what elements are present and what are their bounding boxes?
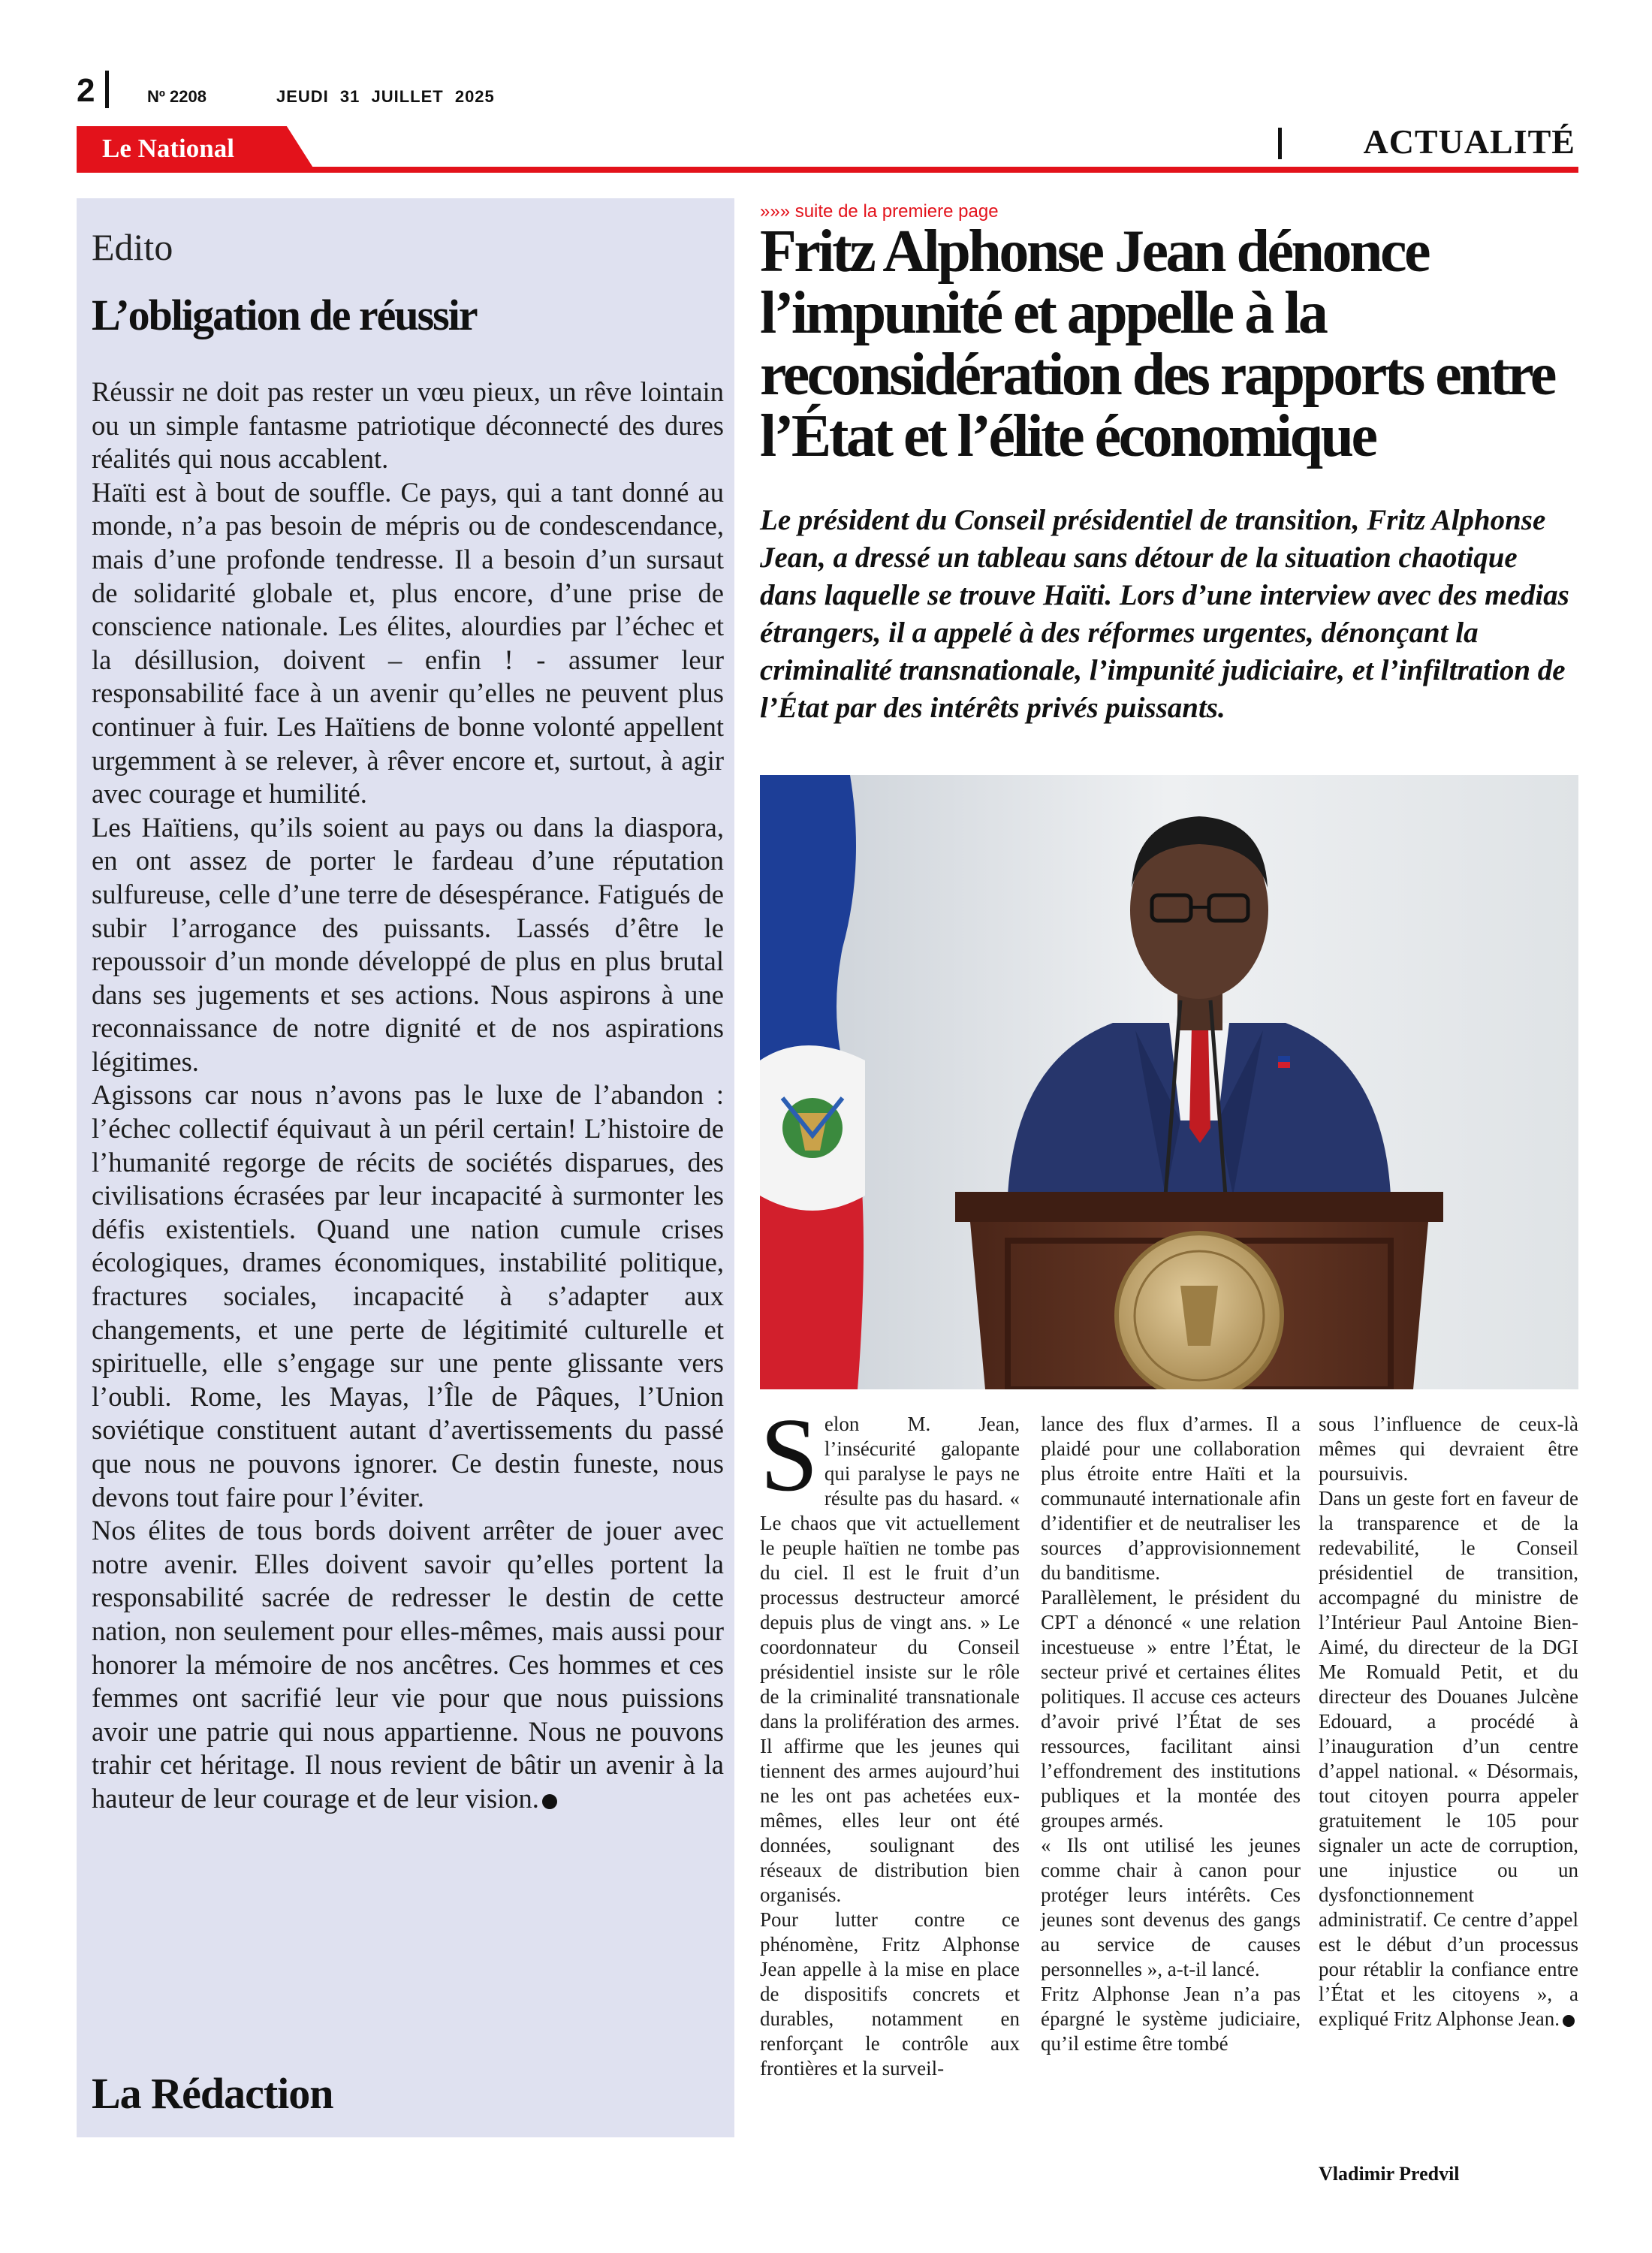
edito-paragraph: Agissons car nous n’avons pas le luxe de l’abandon : l’échec collectif équivaut à un péril certain! L’histoire de l’humanité regorge de récits de sociétés disparues, des civilisations écrasées par leur incapacité à surmonter les défis existentiels. Quand une nation cumule crises écologiques, drames économiques, instabilité politique, fractures sociales, incapacité à s’adapter aux changements, et une perte de légitimité culturelle et spirituelle, elle s’engage sur une pente glissante vers l’oubli. Rome, les Mayas, l’Île de Pâques, l’Union soviétique constituent autant d’avertissements du passé que nous ne pouvons ignorer. Ce destin funeste, nous devons tout faire pour l’éviter. — [92, 1079, 724, 1513]
edito-box — [77, 198, 734, 2137]
edito-title: L’obligation de réussir — [92, 291, 477, 339]
section-divider — [1278, 128, 1282, 159]
article-paragraph: Pour lutter contre ce phénomène, Fritz Alphonse Jean appelle à la mise en place de dispositifs concrets et durables, notamment en renforçant le contrôle aux frontières et la surveil- — [760, 1908, 1020, 2080]
article-paragraph: lance des flux d’armes. Il a plaidé pour une collaboration plus étroite entre Haïti et la communauté internationale afin d’identifier et de neutraliser les sources d’approvisionnement du banditisme. — [1041, 1413, 1301, 1584]
end-mark-icon — [1563, 2015, 1575, 2027]
issue-number: Nº 2208 — [147, 87, 206, 106]
header-divider — [105, 71, 109, 108]
continued-label: »»» suite de la premiere page — [760, 201, 999, 222]
header-rule — [77, 167, 1578, 173]
end-mark-icon — [542, 1794, 557, 1809]
article-lead: Le président du Conseil présidentiel de transition, Fritz Alphonse Jean, a dressé un tableau sans détour de la situation chaotique dans laquelle se trouve Haïti. Lors d’une interview avec des medias étrangers, il a appelé à des réformes urgentes, dénonçant la criminalité transnationale, l’impunité judiciaire, et l’infiltration de l’État par des intérêts privés puissants. — [760, 504, 1569, 724]
dropcap: S — [760, 1397, 818, 1513]
page-number: 2 — [77, 72, 95, 109]
article-paragraph — [1319, 1486, 1578, 2031]
edito-paragraph: Les Haïtiens, qu’ils soient au pays ou dans la diaspora, en ont assez de porter le fardeau d’une réputation sulfureuse, celle d’une terre de désespérance. Fatigués de subir l’arrogance des puissants. Lassés d’être le repoussoir d’un monde développé de plus en plus brutal dans ses jugements et ses actions. Nous aspirons à une reconnaissance de notre dignité et de nos aspirations légitimes. — [92, 811, 724, 1077]
article-photo — [760, 775, 1578, 1389]
article-headline: Fritz Alphonse Jean dénonce l’impunité et appelle à la reconsidération des rapports entre l’État et l’élite économique — [760, 219, 1554, 469]
article-paragraph: Fritz Alphonse Jean n’a pas épargné le système judiciaire, qu’il estime être tombé — [1041, 1983, 1301, 2055]
section-name: ACTUALITÉ — [1363, 122, 1575, 161]
article-paragraph: Parallèlement, le président du CPT a dénoncé « une relation incestueuse » entre l’État, le secteur privé et certaines élites politiques. Il accuse ces acteurs d’avoir privé l’État de ses ressources, facilitant ainsi l’effondrement des institutions publiques et la montée des groupes armés. — [1041, 1586, 1301, 1832]
edito-paragraph: Réussir ne doit pas rester un vœu pieux, un rêve lointain ou un simple fantasme patriotique déconnecté des dures réalités qui nous accablent. — [92, 376, 724, 475]
article-paragraph-text: Dans un geste fort en faveur de la transparence et de la redevabilité, le Conseil présidentiel de transition, accompagné du ministre de l’Intérieur Paul Antoine Bien-Aimé, du directeur de la DGI Me Romuald Petit, et du directeur des Douanes Julcène Edouard, a procédé à l’inauguration d’un centre d’appel national. « Désormais, tout citoyen pourra appeler gratuitement le 105 pour signaler un acte de corruption, une injustice ou un dysfonctionnement administratif. Ce centre d’appel est le début d’un processus pour rétablir la confiance entre l’État et les citoyens », a expliqué Fritz Alphonse Jean. — [1319, 1487, 1578, 2030]
article-paragraph: sous l’influence de ceux-là mêmes qui devraient être poursuivis. — [1319, 1413, 1578, 1485]
edito-kicker: Edito — [92, 226, 173, 268]
issue-date: JEUDI 31 JUILLET 2025 — [276, 87, 495, 106]
podium-photo-illustration — [760, 775, 1578, 1389]
article-paragraph — [760, 1397, 1020, 1908]
article-paragraph-text: elon M. Jean, l’insécurité galopante qui paralyse le pays ne résulte pas du hasard. « Le chaos que vit actuellement le peuple haïtien ne tombe pas du ciel. Il est le fruit d’un processus destructeur amorcé depuis plus de vingt ans. » Le coordonnateur du Conseil présidentiel insiste sur le rôle de la criminalité transnationale dans la prolifération des armes. Il affirme que les jeunes qui tiennent des armes aujourd’hui ne les ont pas achetées eux-mêmes, elles leur ont été données, soulignant des réseaux de distribution bien organisés. — [760, 1413, 1020, 1906]
article-column-2 — [1041, 1412, 1301, 2056]
brand-logo: Le National — [102, 134, 234, 163]
article-column-1 — [760, 1397, 1020, 2081]
article-column-3 — [1319, 1412, 1578, 2031]
article-author: Vladimir Predvil — [1319, 2163, 1460, 2185]
edito-paragraph-text: Nos élites de tous bords doivent arrêter de jouer avec notre avenir. Elles doivent savoir qu’elles portent la responsabilité sacrée de redresser le destin de cette nation, non seulement pour elles-mêmes, mais aussi pour honorer la mémoire de nos ancêtres. Ces hommes et ces femmes ont sacrifié leur vie pour que nous puissions avoir une patrie qui nous appartienne. Nous ne pouvons trahir cet héritage. Il nous revient de bâtir un avenir à la hauteur de leur courage et de leur vision. — [92, 1515, 724, 1814]
edito-paragraph — [92, 1514, 724, 1815]
edito-signature: La Rédaction — [92, 2069, 333, 2118]
edito-paragraph: Haïti est à bout de souffle. Ce pays, qui a tant donné au monde, n’a pas besoin de mépris ou de condescendance, mais d’une profonde tendresse. Il a besoin d’un sursaut de solidarité globale et, plus encore, d’une prise de conscience nationale. Les élites, alourdies par l’échec et la désillusion, doivent – enfin ! - assumer leur responsabilité face à un avenir qu’elles ne peuvent plus continuer à fuir. Les Haïtiens de bonne volonté appellent urgemment à se relever, à rêver encore et, surtout, à agir avec courage et humilité. — [92, 476, 724, 810]
article-paragraph: « Ils ont utilisé les jeunes comme chair à canon pour protéger leurs intérêts. Ces jeunes sont devenus des gangs au service de causes personnelles », a-t-il lancé. — [1041, 1834, 1301, 1980]
edito-body — [92, 376, 724, 1816]
